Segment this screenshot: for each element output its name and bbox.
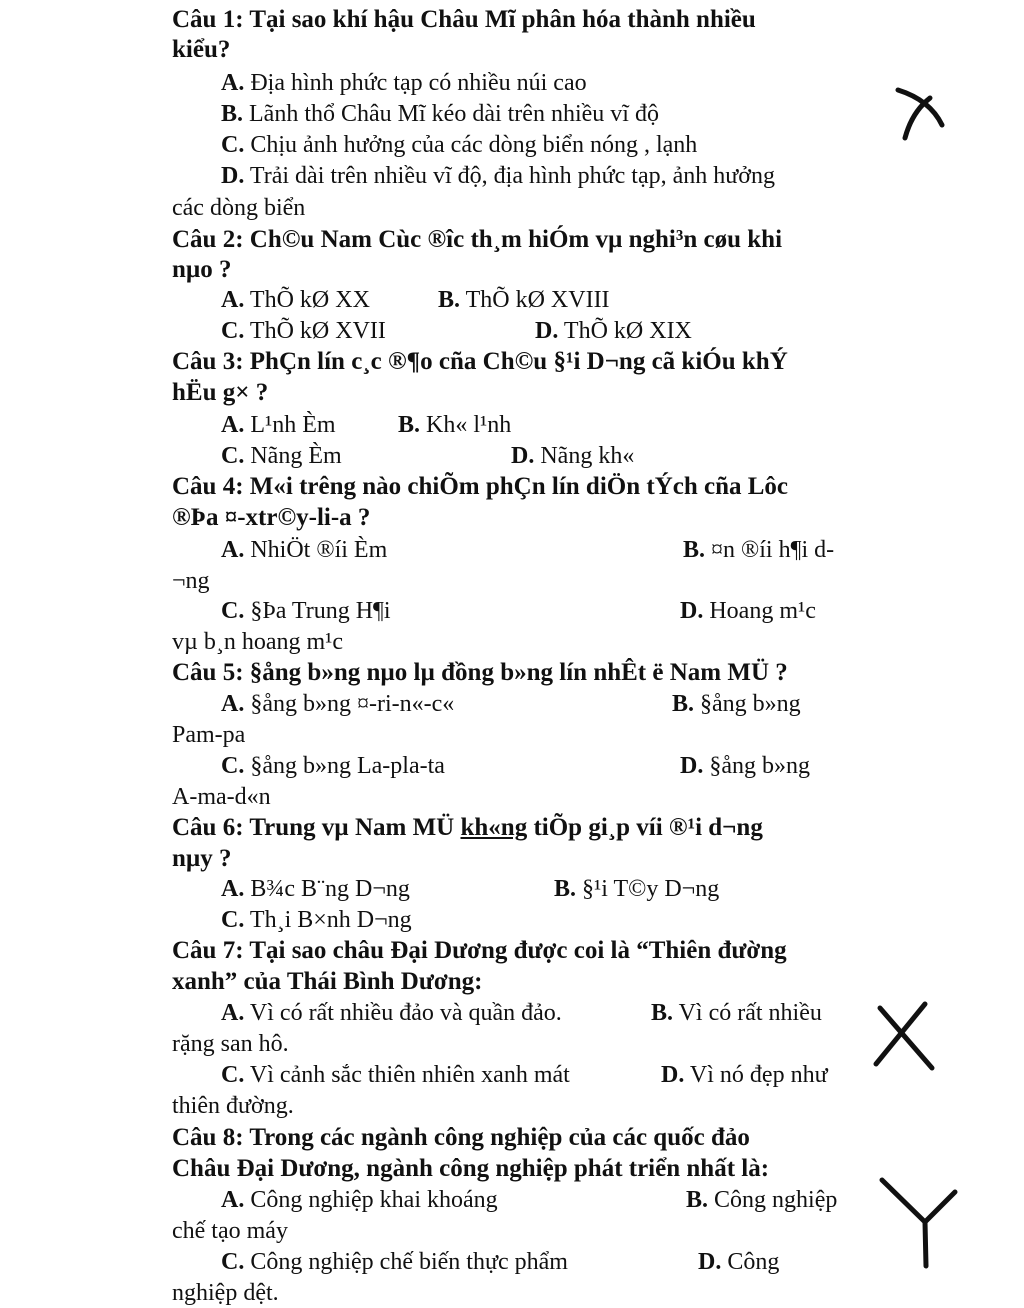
q2-b-key: B. — [438, 287, 461, 313]
q8-b-text: Công nghiệp — [708, 1187, 838, 1213]
question-7-title-cont: xanh” của Thái Bình Dương: — [172, 968, 483, 995]
q8-c-text: Công nghiệp chế biến thực phẩm — [244, 1249, 568, 1275]
q8-b-key: B. — [686, 1187, 709, 1213]
question-1-title-cont: kiểu? — [172, 36, 231, 63]
q1-c-text: Chịu ảnh hưởng của các dòng biển nóng , lạnh — [244, 132, 698, 158]
q6-b-text: §¹i T©y D¬ng — [576, 876, 720, 902]
question-2-title-cont: nµo ? — [172, 256, 232, 283]
question-5-title: Câu 5: §ång b»ng nµo lµ đồng b»ng lín nhÊt ë Nam MÜ ? — [172, 659, 788, 686]
question-8-title-cont: Châu Đại Dương, ngành công nghiệp phát triển nhất là: — [172, 1155, 770, 1182]
q7-d-text: Vì nó đẹp như — [684, 1062, 828, 1088]
q5-option-b-cont: Pam-pa — [172, 722, 246, 748]
q4-c-text: §Þa Trung H¶i — [244, 598, 391, 624]
q1-d-text: Trải dài trên nhiều vĩ độ, địa hình phức tạp, ảnh hưởng — [244, 163, 775, 189]
q7-option-b-cont: rặng san hô. — [172, 1031, 289, 1057]
question-3-title-cont: hËu g× ? — [172, 379, 269, 406]
q1-b-text: Lãnh thổ Châu Mĩ kéo dài trên nhiều vĩ độ — [243, 101, 659, 127]
q1-b-key: B. — [221, 101, 244, 127]
q6-title-post: tiÕp gi¸p víi ®¹i d¬ng — [527, 814, 763, 841]
question-6-title-cont: nµy ? — [172, 845, 232, 872]
q8-a-key: A. — [221, 1187, 245, 1213]
q6-title-pre: Câu 6: Trung vµ Nam MÜ — [172, 814, 461, 841]
q7-a-key: A. — [221, 1000, 245, 1026]
q5-a-key: A. — [221, 691, 245, 717]
q2-d-text: ThÕ kØ XIX — [558, 318, 692, 344]
q6-c-text: Th¸i B×nh D¬ng — [244, 907, 412, 933]
q5-c-key: C. — [221, 753, 245, 779]
q7-a-text: Vì có rất nhiều đảo và quần đảo. — [244, 1000, 562, 1026]
q4-d-key: D. — [680, 598, 704, 624]
q8-c-key: C. — [221, 1249, 245, 1275]
question-4-title: Câu 4: M«i trêng nào chiÕm phÇn lín diÖn tÝch cña Lôc — [172, 473, 789, 500]
q5-c-text: §ång b»ng La-pla-ta — [244, 753, 445, 779]
q6-title-underlined: kh«ng — [460, 814, 528, 841]
q8-option-b-cont: chế tạo máy — [172, 1218, 288, 1244]
q6-a-key: A. — [221, 876, 245, 902]
q3-c-key: C. — [221, 443, 245, 469]
q7-c-key: C. — [221, 1062, 245, 1088]
q8-d-key: D. — [698, 1249, 722, 1275]
q6-a-text: B¾c B¨ng D¬ng — [244, 876, 410, 902]
q3-c-text: Nãng Èm — [244, 443, 342, 469]
q3-b-key: B. — [398, 412, 421, 438]
q5-d-key: D. — [680, 753, 704, 779]
q1-c-key: C. — [221, 132, 245, 158]
q8-d-text: Công — [721, 1249, 780, 1275]
q7-option-d-cont: thiên đường. — [172, 1093, 294, 1119]
q2-c-key: C. — [221, 318, 245, 344]
q4-option-d-cont: vµ b¸n hoang m¹c — [172, 629, 343, 655]
q5-a-text: §ång b»ng ¤-ri-n«-c« — [244, 691, 455, 717]
handwritten-x-mark-q7 — [876, 1004, 932, 1068]
q3-a-text: L¹nh Èm — [244, 412, 336, 438]
q1-option-d-cont: các dòng biển — [172, 195, 306, 221]
q7-b-key: B. — [651, 1000, 674, 1026]
q5-option-d-cont: A-ma-d«n — [172, 784, 271, 810]
q7-c-text: Vì cảnh sắc thiên nhiên xanh mát — [244, 1062, 570, 1088]
q2-a-text: ThÕ kØ XX — [244, 287, 370, 313]
question-4-title-cont: ®Þa ¤-xtr©y-li-a ? — [172, 504, 371, 531]
q3-a-key: A. — [221, 412, 245, 438]
q8-option-d-cont: nghiệp dệt. — [172, 1280, 279, 1306]
question-8-title: Câu 8: Trong các ngành công nghiệp của các quốc đảo — [172, 1124, 750, 1151]
q2-c-text: ThÕ kØ XVII — [244, 318, 386, 344]
q5-d-text: §ång b»ng — [703, 753, 810, 779]
q4-d-text: Hoang m¹c — [703, 598, 816, 624]
q6-b-key: B. — [554, 876, 577, 902]
q1-a-key: A. — [221, 70, 245, 96]
question-2-title: Câu 2: Ch©u Nam Cùc ®îc th¸m hiÓm vµ nghi³n cøu khi — [172, 226, 783, 253]
q4-a-text: NhiÖt ®íi Èm — [244, 537, 388, 563]
question-3-title: Câu 3: PhÇn lín c¸c ®¶o cña Ch©u §¹i D¬ng cã kiÓu khÝ — [172, 348, 788, 375]
q2-b-text: ThÕ kØ XVIII — [460, 287, 610, 313]
q7-b-text: Vì có rất nhiều — [673, 1000, 822, 1026]
handwritten-x-mark-q8 — [882, 1180, 955, 1266]
q1-d-key: D. — [221, 163, 245, 189]
q3-d-key: D. — [511, 443, 535, 469]
q5-b-key: B. — [672, 691, 695, 717]
q4-b-text: ¤n ®íi h¶i d- — [705, 537, 835, 563]
q2-a-key: A. — [221, 287, 245, 313]
question-1-title: Câu 1: Tại sao khí hậu Châu Mĩ phân hóa thành nhiều — [172, 6, 756, 33]
q5-b-text: §ång b»ng — [694, 691, 801, 717]
q4-b-key: B. — [683, 537, 706, 563]
question-7-title: Câu 7: Tại sao châu Đại Dương được coi là “Thiên đường — [172, 937, 787, 964]
q3-b-text: Kh« l¹nh — [420, 412, 512, 438]
handwritten-x-mark-q1 — [898, 90, 942, 138]
q2-d-key: D. — [535, 318, 559, 344]
q1-a-text: Địa hình phức tạp có nhiều núi cao — [244, 70, 587, 96]
q7-d-key: D. — [661, 1062, 685, 1088]
q4-option-b-cont: ¬ng — [172, 568, 210, 594]
q6-c-key: C. — [221, 907, 245, 933]
q4-c-key: C. — [221, 598, 245, 624]
q8-a-text: Công nghiệp khai khoáng — [244, 1187, 498, 1213]
q4-a-key: A. — [221, 537, 245, 563]
q3-d-text: Nãng kh« — [534, 443, 635, 469]
